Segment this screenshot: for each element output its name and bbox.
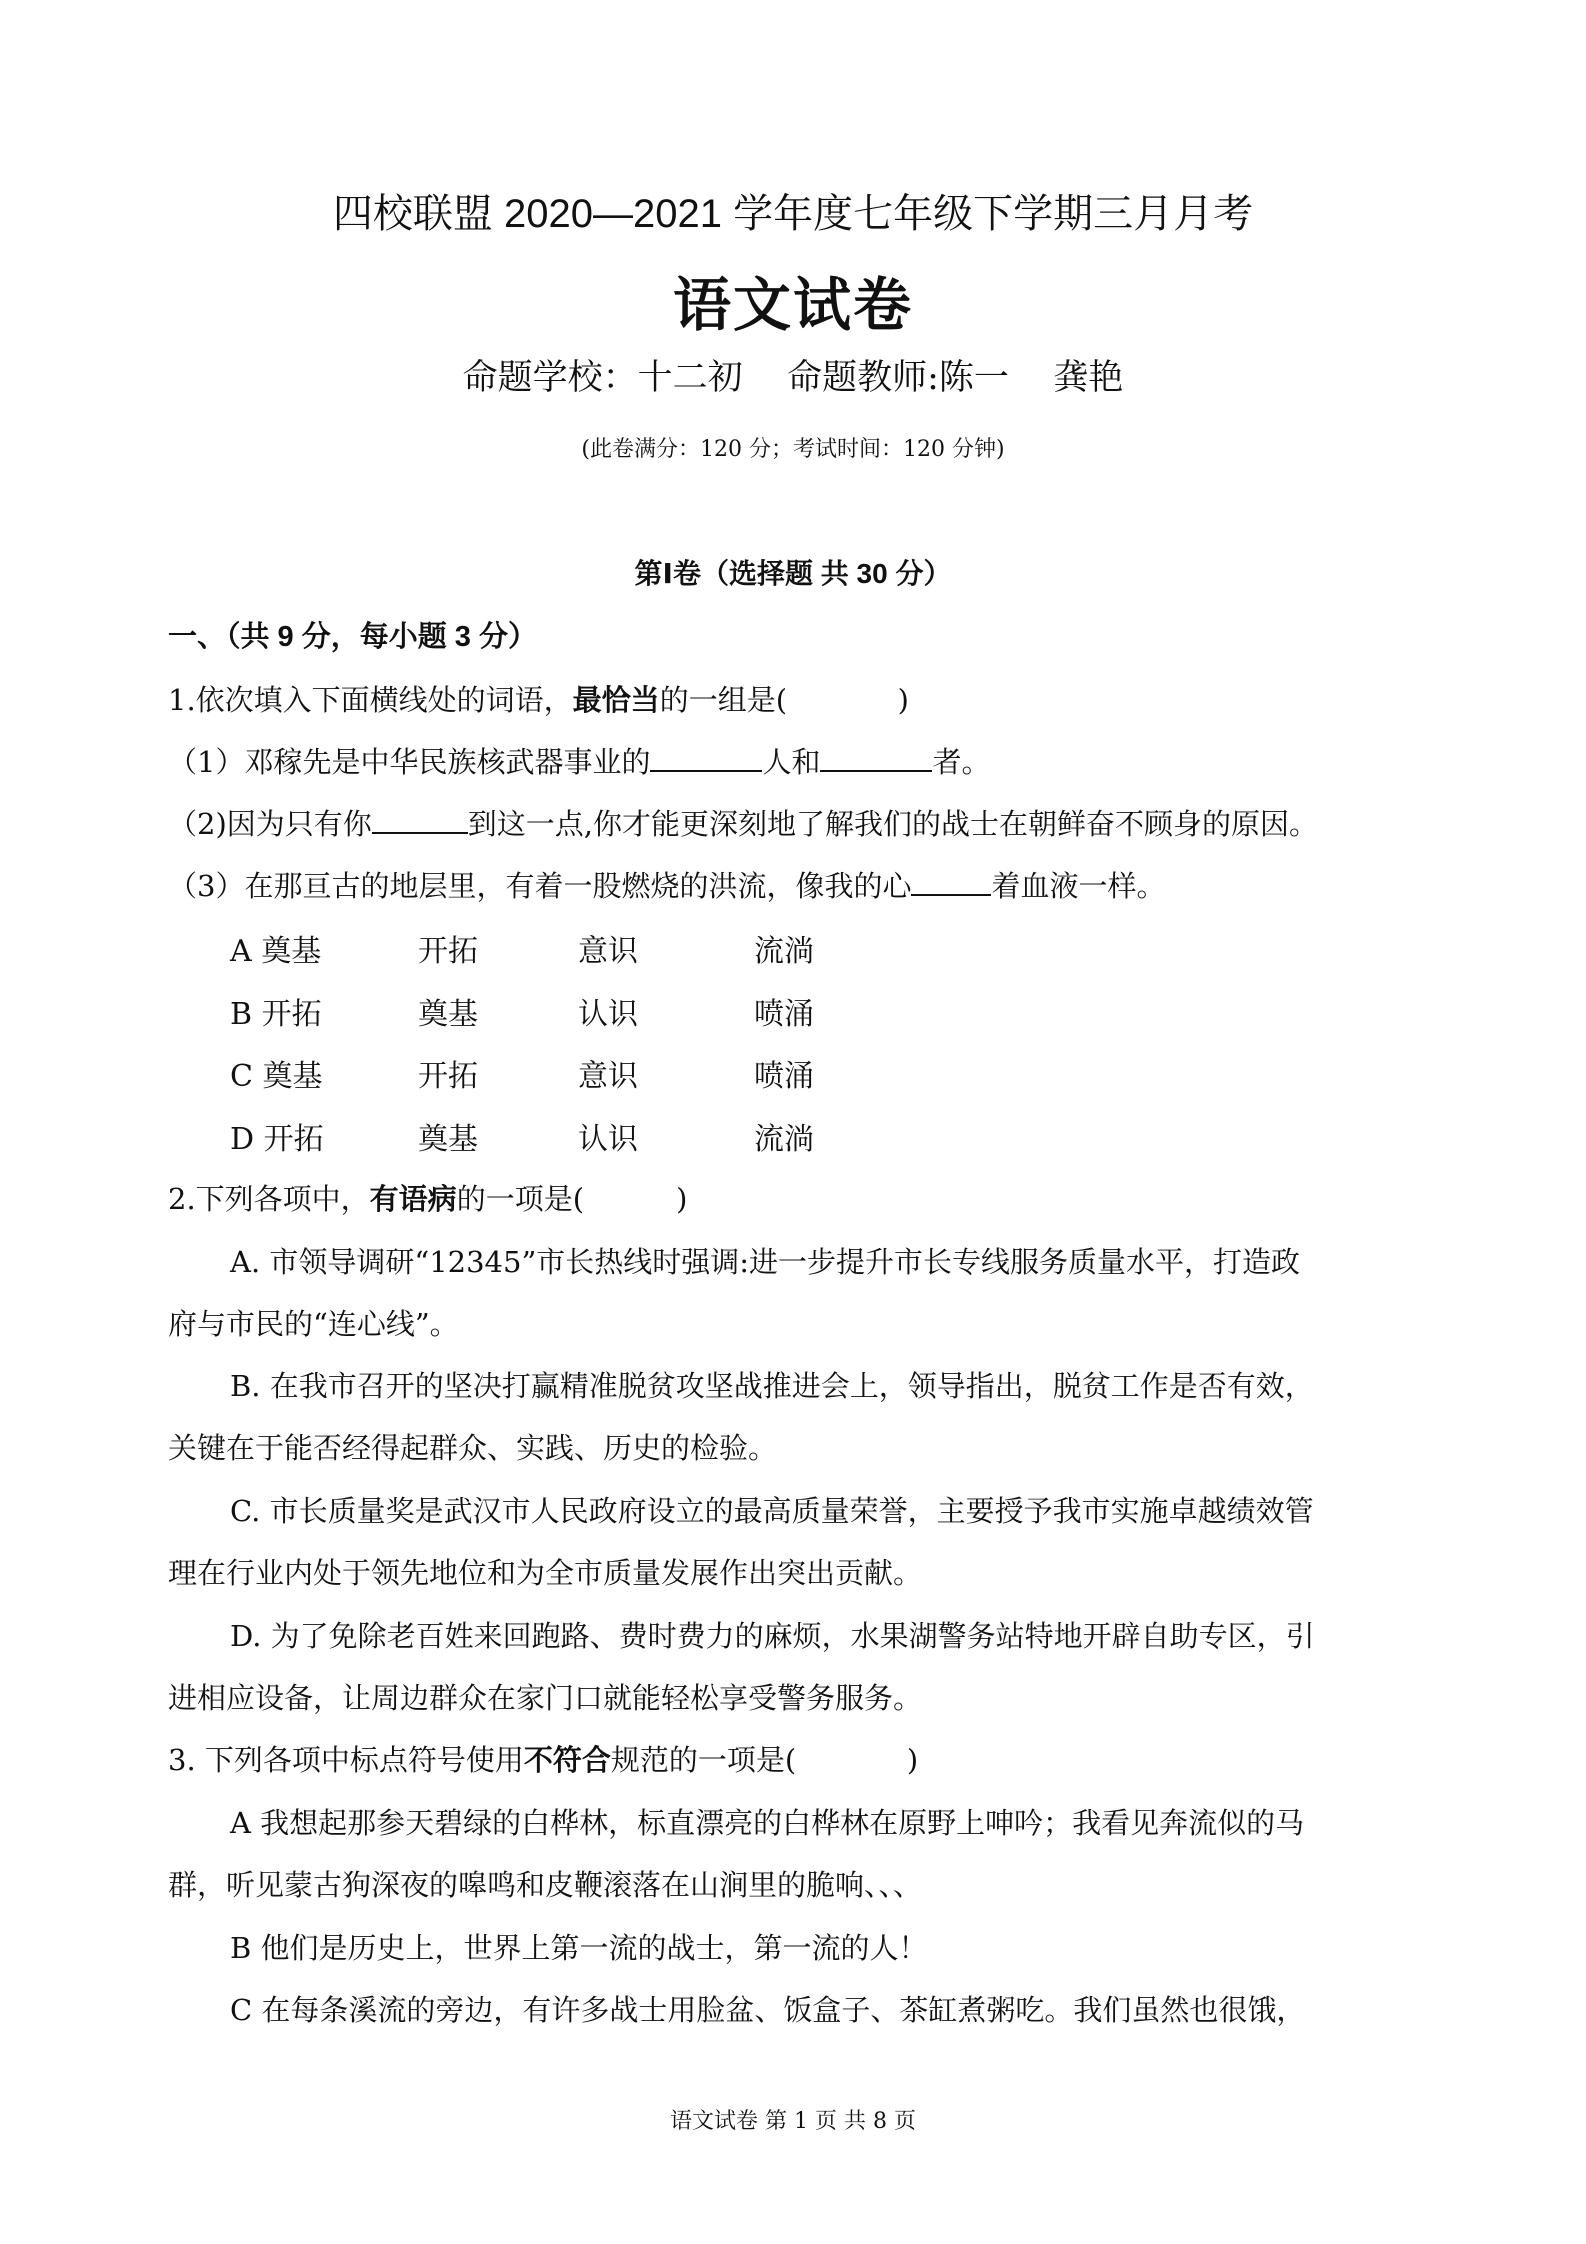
q1-s1-part-c: 者。 [932,745,991,779]
q3-option-a-line-1: A 我想起那参天碧绿的白桦林，标直漂亮的白桦林在原野上呻吟；我看见奔流似的马 [230,1806,1305,1840]
q3-stem-bold: 不符合 [523,1745,611,1777]
option-word: 奠基 [418,997,478,1032]
q1-stem-after: 的一组是( ) [659,683,909,717]
part-heading: 一、（共 9 分，每小题 3 分） [168,621,537,653]
option-word: 流淌 [754,934,814,969]
q1-blank-3 [372,804,468,834]
option-word: 认识 [578,997,638,1032]
q2-option-c-line-2: 理在行业内处于领先地位和为全市质量发展作出突出贡献。 [168,1556,923,1590]
q1-s2-part-b: 到这一点,你才能更深刻地了解我们的战士在朝鲜奋不顾身的原因。 [467,807,1318,841]
option-word: 喷涌 [754,997,814,1032]
q1-sentence-2 [168,802,1318,843]
q3-option-b-line-1: B 他们是历史上，世界上第一流的战士，第一流的人！ [230,1931,928,1965]
page-footer: 语文试卷 第 1 页 共 8 页 [670,2109,916,2134]
q1-blank-1 [650,742,762,772]
exam-title-line: 四校联盟 2020—2021 学年度七年级下学期三月月考 [332,192,1254,236]
q2-option-a-line-1: A. 市领导调研“12345”市长热线时强调:进一步提升市长专线服务质量水平，打造政 [230,1245,1301,1279]
q3-stem-before: 3. 下列各项中标点符号使用 [168,1743,524,1777]
q2-stem-before: 2.下列各项中， [168,1182,370,1216]
q2-option-a-line-2: 府与市民的“连心线”。 [168,1307,459,1341]
option-word: D 开拓 [230,1122,324,1157]
option-word: 开拓 [418,934,478,969]
q1-stem [168,678,909,719]
q1-sentence-1 [168,740,990,781]
q3-stem-after: 规范的一项是( ) [610,1743,919,1777]
q2-option-b-line-2: 关键在于能否经得起群众、实践、历史的检验。 [168,1431,778,1465]
q3-stem [168,1738,918,1779]
q1-sentence-3 [168,864,1165,905]
q1-s2-part-a: （2)因为只有你 [168,807,372,841]
option-word: B 开拓 [230,997,322,1032]
q1-s1-part-a: （1）邓稼先是中华民族核武器事业的 [168,745,651,779]
option-word: 意识 [578,1059,638,1094]
option-word: 奠基 [418,1122,478,1157]
q1-stem-bold: 最恰当 [572,685,660,717]
q1-blank-2 [820,742,932,772]
subject-title: 语文试卷 [672,273,913,338]
q3-option-c-line-1: C 在每条溪流的旁边，有许多战士用脸盆、饭盒子、茶缸煮粥吃。我们虽然也很饿， [230,1993,1306,2027]
q2-stem [168,1177,688,1218]
q2-option-d-line-2: 进相应设备，让周边群众在家门口就能轻松享受警务服务。 [168,1681,923,1715]
exam-note: (此卷满分：120 分；考试时间：120 分钟) [581,437,1005,462]
q2-option-d-line-1: D. 为了免除老百姓来回跑路、费时费力的麻烦，水果湖警务站特地开辟自助专区，引 [230,1619,1315,1653]
option-word: 意识 [578,934,638,969]
q2-stem-after: 的一项是( ) [456,1182,688,1216]
q1-stem-before: 1.依次填入下面横线处的词语， [168,683,573,717]
q2-stem-bold: 有语病 [369,1184,457,1216]
section-title: 第Ⅰ卷（选择题 共 30 分） [634,558,952,589]
q1-s3-part-b: 着血液一样。 [991,869,1166,903]
q3-option-a-line-2: 群，听见蒙古狗深夜的嗥鸣和皮鞭滚落在山涧里的脆响、、、 [168,1868,923,1902]
option-word: 流淌 [754,1122,814,1157]
q2-option-c-line-1: C. 市长质量奖是武汉市人民政府设立的最高质量荣誉，主要授予我市实施卓越绩效管 [230,1494,1314,1528]
author-line: 命题学校：十二初 命题教师:陈一 龚艳 [462,358,1124,398]
q2-option-b-line-1: B. 在我市召开的坚决打赢精准脱贫攻坚战推进会上，领导指出，脱贫工作是否有效， [230,1369,1314,1403]
q1-blank-4 [911,866,991,896]
option-word: 开拓 [418,1059,478,1094]
option-word: A 奠基 [230,934,322,969]
option-word: 喷涌 [754,1059,814,1094]
option-word: C 奠基 [230,1059,323,1094]
option-word: 认识 [578,1122,638,1157]
q1-s1-part-b: 人和 [762,745,821,779]
q1-s3-part-a: （3）在那亘古的地层里，有着一股燃烧的洪流，像我的心 [168,869,912,903]
